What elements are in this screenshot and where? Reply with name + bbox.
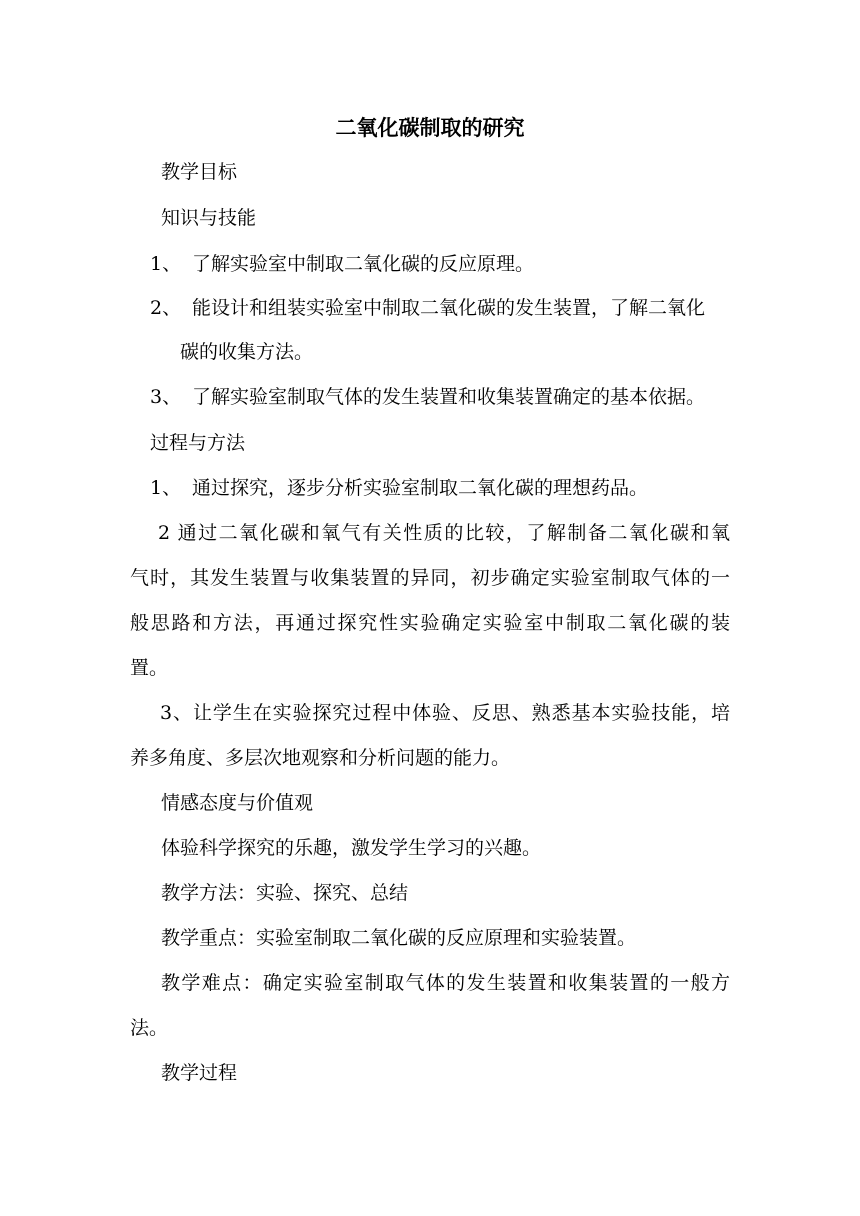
process-item-2-line-2: 气时，其发生装置与收集装置的异同，初步确定实验室制取气体的一 (130, 567, 730, 589)
list-text: 通过探究，逐步分析实验室制取二氧化碳的理想药品。 (192, 477, 649, 499)
teaching-difficulty-line-1: 教学难点：确定实验室制取气体的发生装置和收集装置的一般方 (161, 972, 730, 994)
emotion-text: 体验科学探究的乐趣，激发学生学习的兴趣。 (161, 837, 542, 859)
teaching-difficulty-line-2: 法。 (130, 1017, 169, 1039)
list-text: 了解实验室中制取二氧化碳的反应原理。 (192, 253, 535, 275)
list-number: 2、 (150, 297, 182, 319)
process-item-2-line-3: 般思路和方法，再通过探究性实验确定实验室中制取二氧化碳的装 (130, 612, 730, 634)
emotion-heading: 情感态度与价值观 (161, 792, 314, 814)
process-item-1 (150, 476, 648, 500)
teaching-key-points: 教学重点：实验室制取二氧化碳的反应原理和实验装置。 (161, 927, 637, 949)
process-heading: 过程与方法 (150, 432, 246, 454)
knowledge-item-1 (150, 252, 534, 276)
knowledge-item-2-continuation: 碳的收集方法。 (180, 341, 314, 363)
knowledge-item-2 (150, 296, 705, 320)
knowledge-heading: 知识与技能 (161, 207, 257, 229)
list-number: 1、 (150, 477, 182, 499)
document-title: 二氧化碳制取的研究 (335, 115, 525, 140)
list-text: 能设计和组装实验室中制取二氧化碳的发生装置，了解二氧化 (192, 297, 706, 319)
teaching-method: 教学方法：实验、探究、总结 (161, 882, 409, 904)
goals-heading: 教学目标 (161, 161, 238, 183)
process-item-2-line-1: 2 通过二氧化碳和氧气有关性质的比较，了解制备二氧化碳和氧 (158, 522, 730, 544)
teaching-process-heading: 教学过程 (161, 1062, 238, 1084)
process-item-3-line-1: 3、让学生在实验探究过程中体验、反思、熟悉基本实验技能，培 (160, 702, 730, 724)
list-number: 1、 (150, 253, 182, 275)
list-text: 了解实验室制取气体的发生装置和收集装置确定的基本依据。 (192, 386, 706, 408)
list-number: 3、 (150, 386, 182, 408)
process-item-3-line-2: 养多角度、多层次地观察和分析问题的能力。 (130, 747, 511, 769)
process-item-2-line-4: 置。 (130, 657, 169, 679)
knowledge-item-3 (150, 385, 705, 409)
